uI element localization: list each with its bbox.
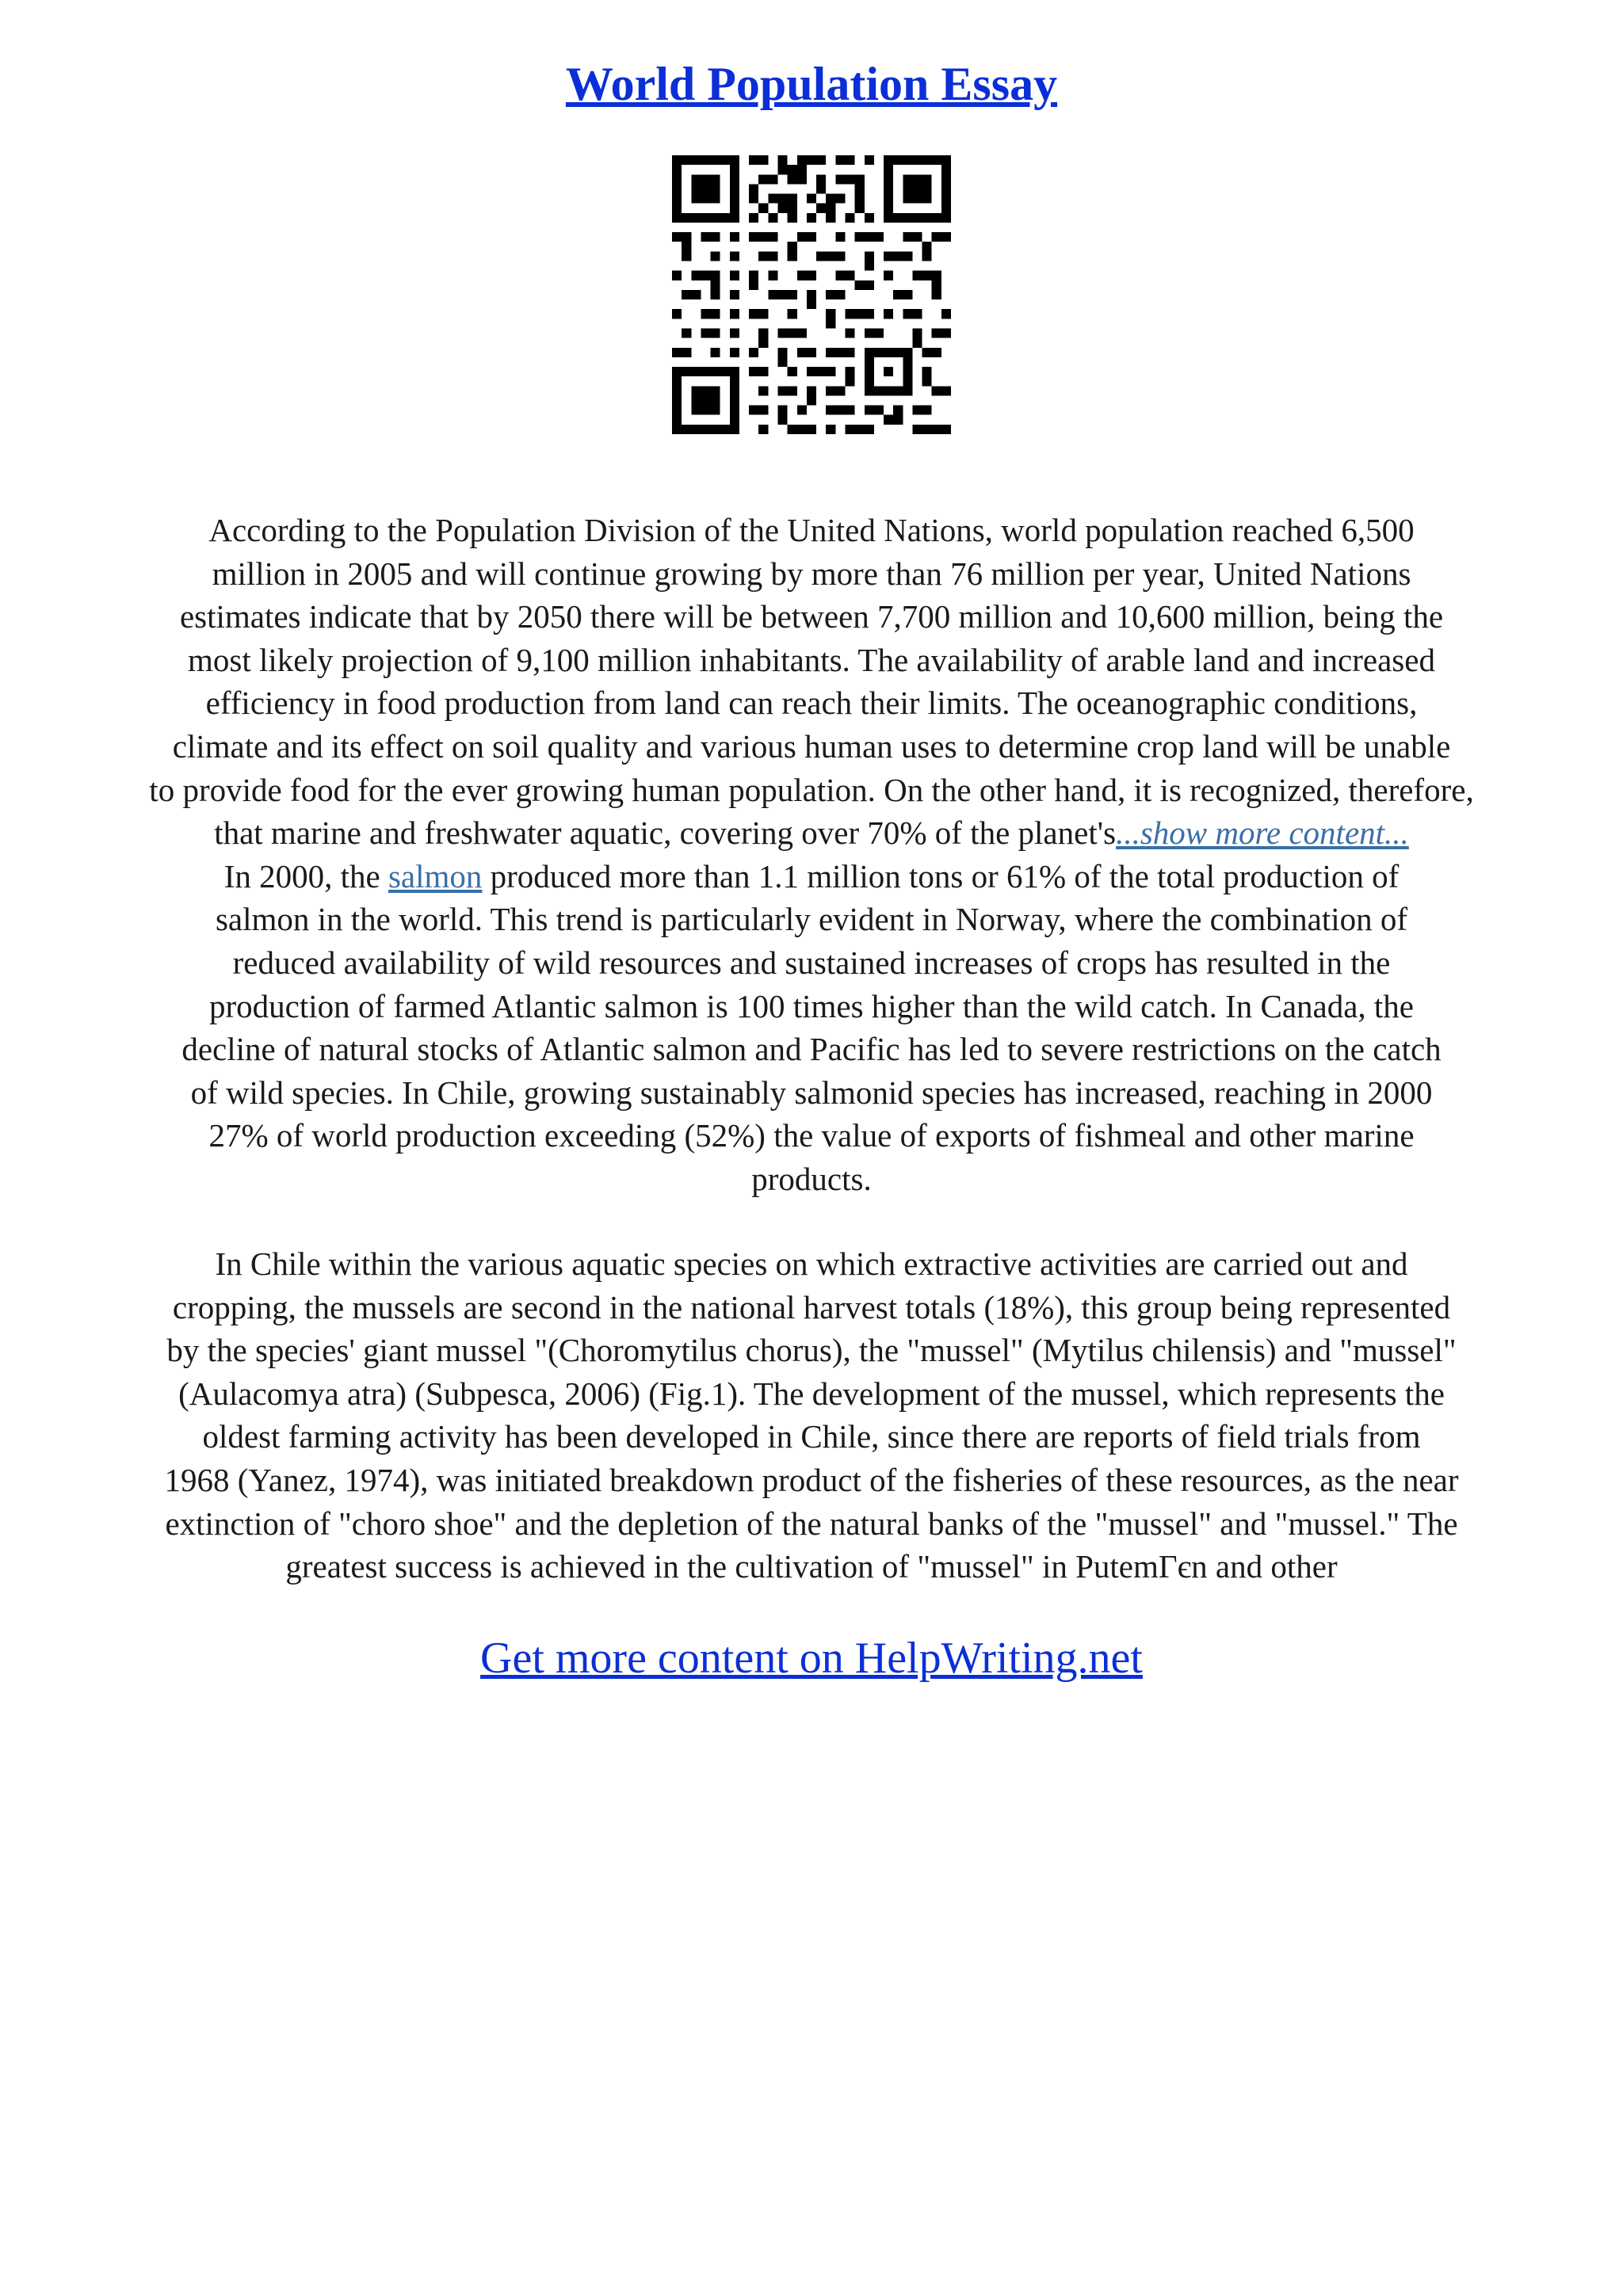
text-line: estimates indicate that by 2050 there will be between 7,700 million and 10,600 million, being the [179,598,1444,635]
text-line: to provide food for the ever growing human population. On the other hand, it is recognized, therefore, [149,771,1474,808]
paragraph-mussels [55,1242,1568,1589]
text-line: efficiency in food production from land can reach their limits. The oceanographic conditions, [205,685,1418,722]
text-line: reduced availability of wild resources and sustained increases of crops has resulted in the [232,944,1391,981]
paragraph-salmon [55,855,1568,1201]
footer [0,1632,1623,1685]
text-line: extinction of "choro shoe" and the depletion of the natural banks of the "mussel" and "mussel." The [165,1505,1458,1542]
title-link[interactable]: World Population Essay [565,58,1058,110]
text-line [55,855,1568,898]
qr-code-icon [672,155,951,434]
last-line-text: that marine and freshwater aquatic, covering over 70% of the planet's [214,814,1117,852]
get-more-content-link[interactable]: Get more content on HelpWriting.net [480,1634,1143,1683]
text-line: salmon in the world. This trend is particularly evident in Norway, where the combination of [215,901,1408,938]
text-line: (Aulacomya atra) (Subpesca, 2006) (Fig.1). The development of the mussel, which represents the [178,1375,1445,1412]
text-line: 27% of world production exceeding (52%) the value of exports of fishmeal and other marine [208,1117,1415,1154]
text-line: decline of natural stocks of Atlantic salmon and Pacific has led to severe restrictions on the catch [181,1031,1442,1068]
text-line: by the species' giant mussel "(Choromytilus chorus), the "mussel" (Mytilus chilensis) and "mussel" [166,1332,1457,1369]
text-line: million in 2005 and will continue growing by more than 76 million per year, United Nations [212,555,1411,592]
text-line: According to the Population Division of the United Nations, world population reached 6,500 [208,512,1415,548]
text-line: cropping, the mussels are second in the national harvest totals (18%), this group being represented [172,1288,1451,1325]
essay-body-upper [55,509,1568,1201]
text-line: greatest success is achieved in the cultivation of "mussel" in PutemΓєn and other [285,1548,1338,1585]
text-line: climate and its effect on soil quality and various human uses to determine crop land will be unable [172,727,1451,765]
salmon-link[interactable]: salmon [388,857,483,894]
essay-body-lower [55,1242,1568,1589]
text-line: In Chile within the various aquatic species on which extractive activities are carried out and [215,1245,1408,1282]
text-fragment: produced more than 1.1 million tons or 61% of the total production of [482,857,1400,894]
text-line: 1968 (Yanez, 1974), was initiated breakdown product of the fisheries of these resources, as the near [164,1461,1459,1498]
text-line: most likely projection of 9,100 million inhabitants. The availability of arable land and increased [188,641,1435,678]
text-fragment: In 2000, the [223,857,388,894]
text-line: production of farmed Atlantic salmon is 100 times higher than the wild catch. In Canada, the [208,987,1415,1024]
page-title [0,55,1623,113]
text-line: of wild species. In Chile, growing sustainably salmonid species has increased, reaching in 2000 [190,1074,1433,1111]
text-line: products. [751,1160,872,1197]
show-more-link[interactable]: ...show more content... [1116,814,1409,852]
paragraph-intro [55,509,1568,855]
text-line: oldest farming activity has been developed in Chile, since there are reports of field trials from [202,1418,1421,1455]
text-line [55,811,1568,855]
